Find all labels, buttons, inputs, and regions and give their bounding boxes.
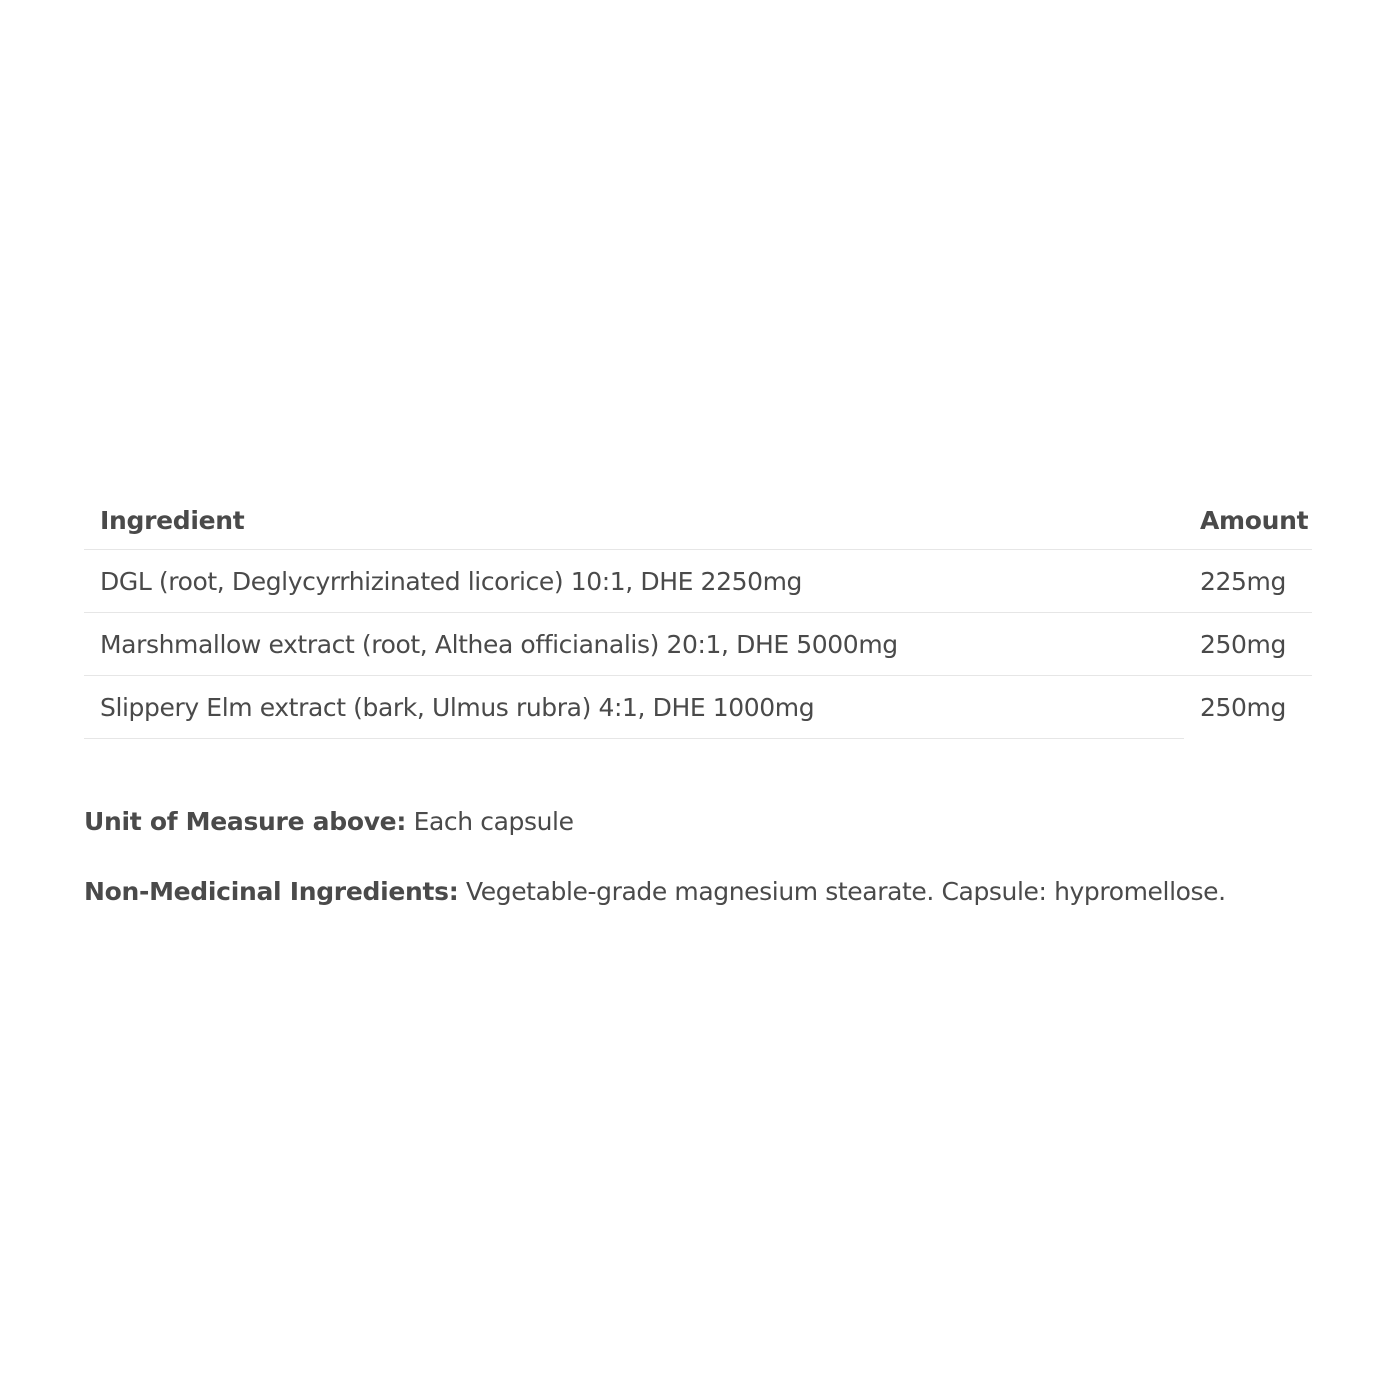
ingredient-cell: DGL (root, Deglycyrrhizinated licorice) 10:1, DHE 2250mg xyxy=(84,550,1184,613)
unit-of-measure-note xyxy=(84,807,1312,836)
table-row xyxy=(84,613,1312,676)
amount-column-header: Amount xyxy=(1184,492,1312,550)
ingredient-cell: Slippery Elm extract (bark, Ulmus rubra) 4:1, DHE 1000mg xyxy=(84,676,1184,739)
non-medicinal-ingredients-value: Vegetable-grade magnesium stearate. Capsule: hypromellose. xyxy=(465,877,1226,906)
unit-of-measure-label: Unit of Measure above: xyxy=(84,807,407,836)
amount-cell: 225mg xyxy=(1184,550,1312,613)
unit-of-measure-value: Each capsule xyxy=(413,807,574,836)
amount-cell: 250mg xyxy=(1200,692,1286,722)
table-row xyxy=(84,676,1312,739)
table-row xyxy=(84,550,1312,613)
ingredients-table xyxy=(84,492,1312,739)
ingredients-section xyxy=(84,492,1312,906)
amount-cell: 250mg xyxy=(1184,613,1312,676)
table-header-row xyxy=(84,492,1312,550)
ingredient-cell: Marshmallow extract (root, Althea officianalis) 20:1, DHE 5000mg xyxy=(84,613,1184,676)
non-medicinal-ingredients-note xyxy=(84,877,1312,906)
ingredient-column-header: Ingredient xyxy=(84,492,1184,550)
non-medicinal-ingredients-label: Non-Medicinal Ingredients: xyxy=(84,877,459,906)
